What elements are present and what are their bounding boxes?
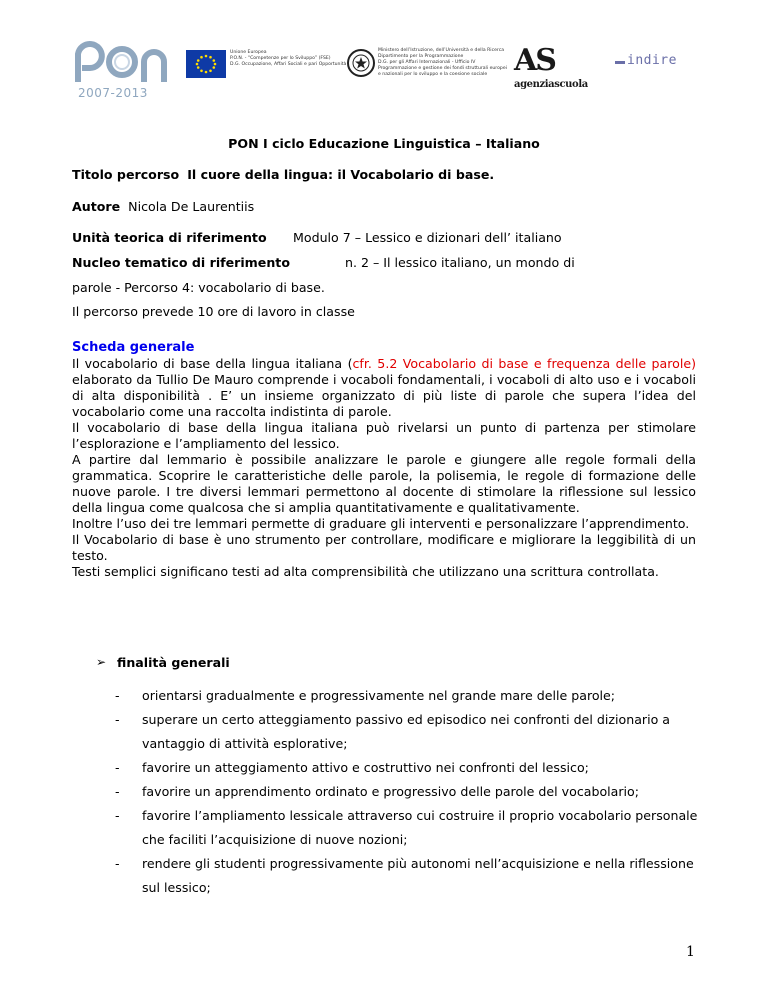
as-letters: AS <box>514 43 555 78</box>
finalita-heading: finalità generali <box>117 655 230 670</box>
pon-logo-graphic <box>72 40 172 84</box>
dash-marker: - <box>115 760 120 775</box>
indire-logo <box>615 53 705 70</box>
nucleo-value: n. 2 – Il lessico italiano, un mondo di <box>345 255 575 270</box>
list-item <box>115 708 715 756</box>
pon-years: 2007-2013 <box>78 86 148 100</box>
eu-logo-block <box>186 50 346 80</box>
autore-value: Nicola De Laurentiis <box>128 199 255 214</box>
list-item-text: orientarsi gradualmente e progressivamente nel grande mare delle parole; <box>142 688 616 703</box>
nucleo-continuation: parole - Percorso 4: vocabolario di base. <box>72 280 325 295</box>
dash-marker: - <box>115 808 120 823</box>
list-item <box>115 852 715 900</box>
p1-text-b: elaborato da Tullio De Mauro comprende i vocaboli fondamentali, i vocaboli di alto uso e i vocaboli di alta disponibilità . E’ un insieme organizzato di più liste di parole che supera l’idea del vocabolario come una raccolta indistinta di parole. <box>72 372 696 419</box>
as-word: agenziascuola <box>514 79 588 90</box>
list-item <box>115 780 715 804</box>
ore-line: Il percorso prevede 10 ore di lavoro in classe <box>72 304 355 319</box>
percorso-label: Titolo percorso <box>72 167 180 182</box>
dash-marker: - <box>115 856 120 871</box>
eu-caption-line: Unione Europea <box>230 50 267 55</box>
autore-label: Autore <box>72 199 121 214</box>
list-item-text: favorire un apprendimento ordinato e progressivo delle parole del vocabolario; <box>142 784 639 799</box>
list-item <box>115 756 715 780</box>
finalita-list <box>115 684 715 900</box>
list-item-text: rendere gli studenti progressivamente più autonomi nell’acquisizione e nella riflessione sul lessico; <box>142 856 694 895</box>
vocabolario-reference-link[interactable]: cfr. 5.2 Vocabolario di base e frequenza delle parole) <box>352 356 696 371</box>
dash-marker: - <box>115 784 120 799</box>
list-item <box>115 804 715 852</box>
autore-line <box>72 199 254 214</box>
header-logos <box>0 0 768 110</box>
indire-dash <box>615 61 625 64</box>
paragraph-6: Testi semplici significano testi ad alta comprensibilità che utilizzano una scrittura controllata. <box>72 564 659 579</box>
p1-text-a: Il vocabolario di base della lingua italiana ( <box>72 356 353 371</box>
scheda-generale-heading: Scheda generale <box>72 340 195 355</box>
paragraph-5: Il Vocabolario di base è uno strumento per controllare, modificare e migliorare la leggibilità di un testo. <box>72 532 696 563</box>
list-item-text: superare un certo atteggiamento passivo ed episodico nei confronti del dizionario a vantaggio di attività esplorative; <box>142 712 671 751</box>
indire-text: indire <box>627 53 677 68</box>
unita-label: Unità teorica di riferimento <box>72 230 267 245</box>
page-number: 1 <box>686 944 695 960</box>
paragraph-4: Inoltre l’uso dei tre lemmari permette di graduare gli interventi e personalizzare l’apprendimento. <box>72 516 690 531</box>
ministry-caption-line: Programmazione e gestione dei fondi strutturali europei <box>378 66 507 71</box>
list-item-text: favorire un atteggiamento attivo e costruttivo nei confronti del lessico; <box>142 760 589 775</box>
eu-flag-icon <box>186 50 226 78</box>
scheda-generale-body <box>72 356 696 580</box>
eu-stars-icon <box>186 50 226 78</box>
list-item-text: favorire l’ampliamento lessicale attraverso cui costruire il proprio vocabolario personale che faciliti l’acquisizione di nuove nozioni; <box>142 808 698 847</box>
pon-logo <box>72 40 172 102</box>
percorso-value: Il cuore della lingua: il Vocabolario di base. <box>187 167 495 182</box>
ministry-caption <box>378 48 508 78</box>
paragraph-3: A partire dal lemmario è possibile analizzare le parole e giungere alle regole formali della grammatica. Scoprire le caratteristiche delle parole, la polisemia, le regole di formazione delle nuove parole. I tre diversi lemmari permettono al docente di stimolare la riflessione sul lessico della lingua come qualcosa che si amplia quantitativamente e qualitativamente. <box>72 452 696 515</box>
eu-caption-line: D.G. Occupazione, Affari Sociali e pari Opportunità <box>230 62 347 67</box>
agenziascuola-logo <box>514 43 588 92</box>
ministry-caption-line: D.G. per gli Affari Internazionali - Ufficio IV <box>378 60 476 65</box>
paragraph-1 <box>72 356 696 420</box>
italian-republic-emblem-icon <box>346 48 376 78</box>
ministry-caption-line: e nazionali per lo sviluppo e la coesione sociale <box>378 72 488 77</box>
list-item <box>115 684 715 708</box>
percorso-line <box>72 167 494 182</box>
ministry-caption-line: Dipartimento per la Programmazione <box>378 54 464 59</box>
paragraph-2: Il vocabolario di base della lingua italiana può rivelarsi un punto di partenza per stimolare l’esplorazione e l’ampliamento del lessico. <box>72 420 696 451</box>
dash-marker: - <box>115 688 120 703</box>
eu-caption <box>230 50 350 68</box>
nucleo-label: Nucleo tematico di riferimento <box>72 255 290 270</box>
unita-value: Modulo 7 – Lessico e dizionari dell’ italiano <box>293 230 562 245</box>
eu-caption-line: P.O.N. - “Competenze per lo Sviluppo” (FSE) <box>230 56 331 61</box>
bullet-arrow-icon: ➢ <box>96 655 107 669</box>
ministry-caption-line: Ministero dell’Istruzione, dell’Università e della Ricerca <box>378 48 505 53</box>
document-title: PON I ciclo Educazione Linguistica – Italiano <box>228 136 540 151</box>
dash-marker: - <box>115 712 120 727</box>
